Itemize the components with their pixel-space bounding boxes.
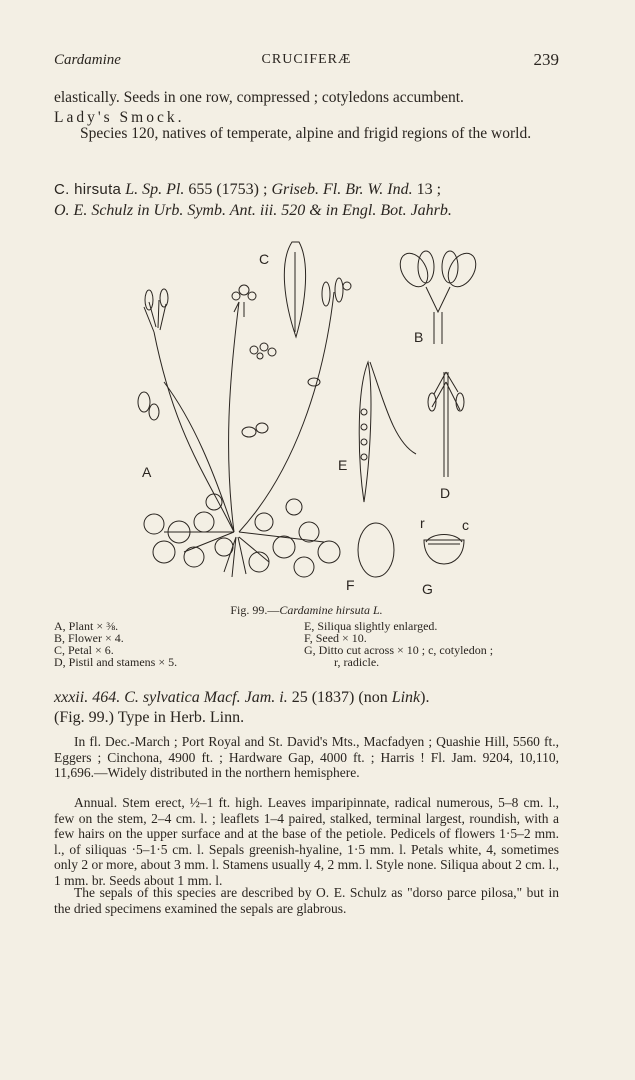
legend-right <box>304 620 564 668</box>
species-count-paragraph: Species 120, natives of temperate, alpine and frigid regions of the world. <box>80 125 532 142</box>
label-D: D <box>440 485 451 501</box>
stem-center <box>229 302 239 532</box>
inflorescence-left <box>144 289 168 332</box>
legend-item: r, radicle. <box>334 655 380 669</box>
caption-prefix: Fig. 99.— <box>230 603 280 617</box>
label-G: G <box>422 581 433 597</box>
label-r: r <box>420 515 425 531</box>
figure-caption <box>54 603 559 618</box>
stem-right <box>239 292 334 532</box>
legend-item: G, Ditto cut across × 10 ; c, cotyledon ; <box>304 643 494 657</box>
legend-left <box>54 620 294 668</box>
header-family: CRUCIFERÆ <box>261 52 352 67</box>
legend-item: E, Siliqua slightly enlarged. <box>304 619 438 633</box>
synonym-part-1: xxxii. 464. C. sylvatica <box>54 689 204 706</box>
seed-section-G <box>424 535 464 565</box>
seed-F <box>358 523 394 577</box>
header-genus: Cardamine <box>54 52 121 68</box>
inflorescence-center <box>232 285 256 317</box>
citation-ref-2: 13 ; <box>412 181 442 198</box>
inflorescence-right <box>322 278 351 306</box>
note-paragraph: The sepals of this species are described by O. E. Schulz as "dorso parce pilosa," but in the dried specimens examined the sepals are glabrous. <box>54 885 559 916</box>
type-specimen-line: (Fig. 99.) Type in Herb. Linn. <box>54 709 245 726</box>
label-B: B <box>414 329 424 345</box>
intro-line-1: elastically. Seeds in one row, compressed ; cotyledons accumbent. <box>54 89 464 106</box>
synonym-part-5: ). <box>420 689 430 706</box>
page-number: 239 <box>533 50 559 69</box>
label-c: c <box>462 517 469 533</box>
synonym-citation <box>54 688 559 728</box>
synonym-part-3: 25 (1837) (non <box>287 689 392 706</box>
caption-name: Cardamine hirsuta L. <box>279 603 383 617</box>
legend-item: F, Seed × 10. <box>304 631 367 645</box>
flower-cluster <box>250 343 276 359</box>
legend-item: C, Petal × 6. <box>54 643 114 657</box>
label-A: A <box>142 464 152 480</box>
synonym-part-2: Macf. Jam. i. <box>203 689 288 706</box>
legend-item: A, Plant × ⅜. <box>54 619 119 633</box>
label-F: F <box>346 577 355 593</box>
distribution-paragraph: In fl. Dec.-March ; Port Royal and St. David's Mts., Macfadyen ; Quashie Hill, 5560 ft., Eggers ; Cinchona, 4900 ft. ; Hardware Gap, 4000 ft. ; Harris ! Fl. Jam. 9204, 10,110, 11,696.—Widely distributed in the northern hemisphere. <box>54 734 559 780</box>
stem-branch <box>164 382 234 532</box>
intro-paragraph <box>54 88 559 128</box>
legend-item: B, Flower × 4. <box>54 631 124 645</box>
species-name: C. hirsuta <box>54 181 122 198</box>
intro-common-name: Lady's Smock. <box>54 109 185 126</box>
synonym-part-4: Link <box>391 689 421 706</box>
label-C: C <box>259 251 270 267</box>
flower-B <box>395 248 482 344</box>
siliqua-E <box>359 362 416 502</box>
figure-illustration <box>54 232 564 602</box>
pistil-D <box>428 372 464 477</box>
description-paragraph: Annual. Stem erect, ½–1 ft. high. Leaves imparipinnate, radical numerous, 5–8 cm. l., few on the stem, 2–4 cm. l. ; leaflets 1–4 paired, stalked, terminal largest, roundish, with a few hairs on the upper surface and at the base of the petiole. Pedicels of flowers 1·5–2 mm. l., of siliquas ·5–1·5 cm. l. Sepals greenish-hyaline, 1·5 mm. l. Petals white, 4, sometimes only 2 or more, about 3 mm. l. Stamens usually 4, 2 mm. l. Style none. Siliqua about 2 cm. l., 1 mm. br. Seeds about 1 mm. l. <box>54 795 559 888</box>
species-citation <box>54 179 559 221</box>
roots <box>224 537 246 577</box>
legend-item: D, Pistil and stamens × 5. <box>54 655 178 669</box>
citation-line-2: O. E. Schulz in Urb. Symb. Ant. iii. 520 & in Engl. Bot. Jahrb. <box>54 202 452 219</box>
botanical-figure <box>54 232 564 602</box>
citation-ref-1: 655 (1753) ; <box>184 181 272 198</box>
basal-rosette <box>144 494 340 577</box>
running-header <box>54 50 559 72</box>
label-E: E <box>338 457 348 473</box>
citation-ref-2-author: Griseb. Fl. Br. W. Ind. <box>271 181 413 198</box>
citation-authority: L. Sp. Pl. <box>125 181 185 198</box>
